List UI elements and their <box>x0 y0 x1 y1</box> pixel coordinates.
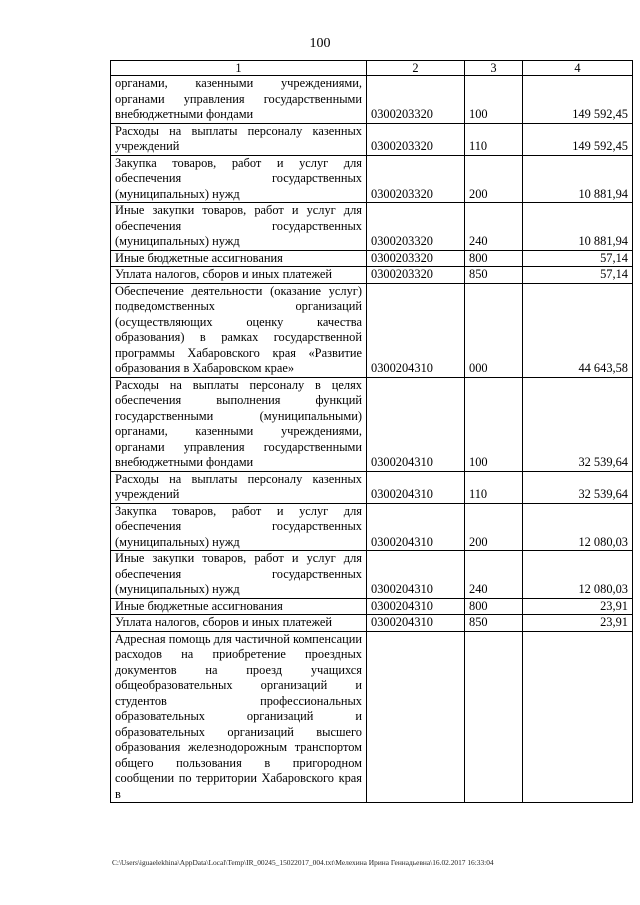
row-vr: 200 <box>465 503 523 551</box>
row-name: Закупка товаров, работ и услуг для обеспечения государственных (муниципальных) нужд <box>111 155 367 203</box>
row-sum: 10 881,94 <box>523 155 633 203</box>
row-code: 0300203320 <box>367 203 465 251</box>
row-sum: 32 539,64 <box>523 471 633 503</box>
row-code: 0300203320 <box>367 267 465 284</box>
row-code: 0300204310 <box>367 615 465 632</box>
row-vr: 110 <box>465 471 523 503</box>
row-sum: 12 080,03 <box>523 551 633 599</box>
row-name: Обеспечение деятельности (оказание услуг) подведомственных организаций (осуществляющих оценку качества образования) в рамках государственной программы Хабаровского края «Развитие образования в Хабаровском крае» <box>111 283 367 377</box>
row-vr: 240 <box>465 203 523 251</box>
row-sum: 149 592,45 <box>523 123 633 155</box>
row-code: 0300203320 <box>367 250 465 267</box>
row-code: 0300204310 <box>367 551 465 599</box>
row-vr: 110 <box>465 123 523 155</box>
row-vr: 800 <box>465 598 523 615</box>
row-sum: 149 592,45 <box>523 76 633 124</box>
row-name: Расходы на выплаты персоналу в целях обеспечения выполнения функций государственными (муниципальными) органами, казенными учреждениями, органами управления государственными внебюджетными фондами <box>111 377 367 471</box>
row-code: 0300204310 <box>367 377 465 471</box>
row-code: 0300204310 <box>367 503 465 551</box>
table-row <box>111 503 633 551</box>
table-row <box>111 631 633 803</box>
row-name: Уплата налогов, сборов и иных платежей <box>111 615 367 632</box>
row-vr: 100 <box>465 76 523 124</box>
row-name: органами, казенными учреждениями, органами управления государственными внебюджетными фондами <box>111 76 367 124</box>
row-vr <box>465 631 523 803</box>
row-code: 0300204310 <box>367 598 465 615</box>
table-row <box>111 76 633 124</box>
table-row <box>111 551 633 599</box>
row-vr: 800 <box>465 250 523 267</box>
budget-table <box>110 60 633 803</box>
table-row <box>111 598 633 615</box>
row-name: Адресная помощь для частичной компенсации расходов на приобретение проездных документов на проезд учащихся общеобразовательных организаций и студентов профессиональных образовательных организаций и образовательных организаций высшего образования железнодорожным транспортом общего пользования в пригородном сообщении по территории Хабаровского края в <box>111 631 367 803</box>
row-sum: 44 643,58 <box>523 283 633 377</box>
header-col-2: 2 <box>367 61 465 76</box>
row-vr: 850 <box>465 615 523 632</box>
row-code: 0300204310 <box>367 283 465 377</box>
table-row <box>111 155 633 203</box>
row-code: 0300203320 <box>367 155 465 203</box>
header-row <box>111 61 633 76</box>
table-row <box>111 377 633 471</box>
header-col-4: 4 <box>523 61 633 76</box>
row-vr: 000 <box>465 283 523 377</box>
row-name: Иные бюджетные ассигнования <box>111 598 367 615</box>
row-sum: 32 539,64 <box>523 377 633 471</box>
row-code: 0300203320 <box>367 76 465 124</box>
header-col-3: 3 <box>465 61 523 76</box>
row-sum: 10 881,94 <box>523 203 633 251</box>
table-row <box>111 283 633 377</box>
row-sum: 57,14 <box>523 250 633 267</box>
table-row <box>111 123 633 155</box>
table-row <box>111 471 633 503</box>
table-row <box>111 615 633 632</box>
row-code: 0300204310 <box>367 471 465 503</box>
page-number: 100 <box>309 36 331 51</box>
row-name: Иные бюджетные ассигнования <box>111 250 367 267</box>
row-code: 0300203320 <box>367 123 465 155</box>
header-col-1: 1 <box>111 61 367 76</box>
row-code <box>367 631 465 803</box>
row-vr: 240 <box>465 551 523 599</box>
table-row <box>111 267 633 284</box>
row-sum <box>523 631 633 803</box>
row-vr: 850 <box>465 267 523 284</box>
row-name: Расходы на выплаты персоналу казенных учреждений <box>111 471 367 503</box>
row-sum: 23,91 <box>523 615 633 632</box>
table-row <box>111 203 633 251</box>
row-sum: 12 080,03 <box>523 503 633 551</box>
file-path-footer: C:\Users\iguaelekhina\AppData\Local\Temp\IR_00245_15022017_004.txt\Мелехина Ирина Геннадьевна\16.02.2017 16:33:04 <box>112 858 494 867</box>
row-name: Расходы на выплаты персоналу казенных учреждений <box>111 123 367 155</box>
row-vr: 100 <box>465 377 523 471</box>
row-sum: 23,91 <box>523 598 633 615</box>
row-name: Закупка товаров, работ и услуг для обеспечения государственных (муниципальных) нужд <box>111 503 367 551</box>
row-name: Иные закупки товаров, работ и услуг для обеспечения государственных (муниципальных) нужд <box>111 203 367 251</box>
row-vr: 200 <box>465 155 523 203</box>
row-name: Иные закупки товаров, работ и услуг для обеспечения государственных (муниципальных) нужд <box>111 551 367 599</box>
row-name: Уплата налогов, сборов и иных платежей <box>111 267 367 284</box>
table-row <box>111 250 633 267</box>
row-sum: 57,14 <box>523 267 633 284</box>
